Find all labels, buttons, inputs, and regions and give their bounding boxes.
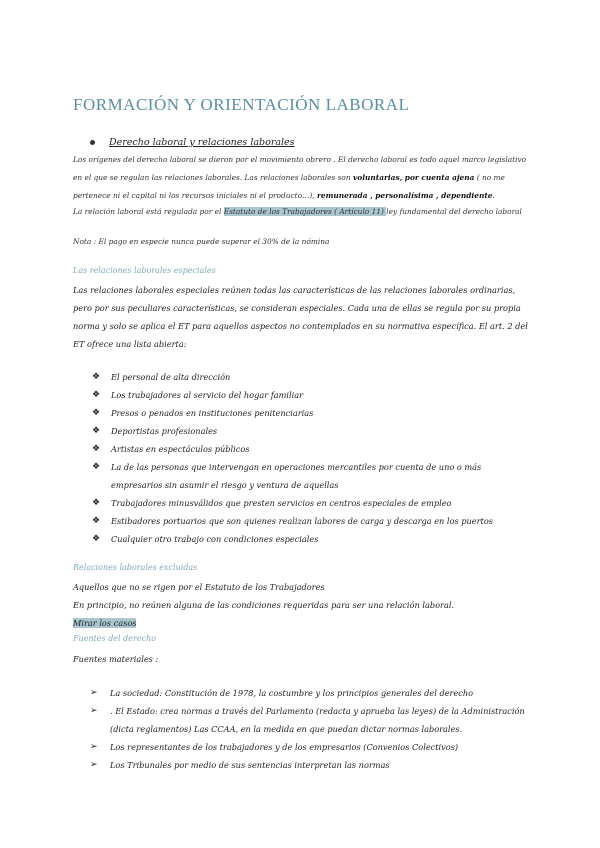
diamond-bullet-icon: ❖ [92, 462, 101, 472]
list-item: ❖ Presos o penados en instituciones penitenciarias [92, 404, 532, 422]
section-heading-text: Derecho laboral y relaciones laborales [109, 137, 295, 148]
special-relations-paragraph: Las relaciones laborales especiales reúnen todas las características de las relaciones laborales ordinarias, pero por sus peculiares características, se consideran especiales. Cada una de ellas se regula por su propia norma y solo se aplica el ET para aquellos aspectos no contemplados en su normativa específica. El art. 2 del ET ofrece una lista abierta: [73, 285, 528, 349]
intro-bold-1: voluntarias, por cuenta ajena [353, 173, 475, 182]
material-sources-list [90, 684, 530, 774]
list-item: ❖ Estibadores portuarios que son quienes realizan labores de carga y descarga en los puertos [92, 512, 532, 530]
special-relations-label: Las relaciones laborales especiales [73, 266, 216, 275]
excluded-relations-label: Relaciones laborales excluidas [73, 563, 198, 572]
arrow-bullet-icon: ➢ [90, 742, 98, 752]
diamond-bullet-icon: ❖ [92, 426, 101, 436]
intro-bold-2: remunerada , personalísima , dependiente [317, 191, 493, 200]
list-item: ❖ Cualquier otro trabajo con condiciones especiales [92, 530, 532, 548]
page-title: FORMACIÓN Y ORIENTACIÓN LABORAL [73, 95, 410, 114]
special-relations-list [92, 368, 532, 548]
diamond-bullet-icon: ❖ [92, 408, 101, 418]
list-item: ➢ . El Estado: crea normas a través del Parlamento (redacta y aprueba las leyes) de la Administración (dicta reglamentos) Las CCAA, en la medida en que puedan dictar normas laborales. [90, 702, 530, 738]
arrow-bullet-icon: ➢ [90, 688, 98, 698]
regulation-text-b: ley fundamental del derecho laboral [386, 207, 522, 216]
regulation-highlight: Estatuto de los Trabajadores ( Artículo 11) [223, 207, 387, 216]
diamond-bullet-icon: ❖ [92, 372, 101, 382]
regulation-paragraph [73, 203, 533, 221]
diamond-bullet-icon: ❖ [92, 534, 101, 544]
list-item: ❖ Los trabajadores al servicio del hogar familiar [92, 386, 532, 404]
material-sources-subheading: Fuentes materiales : [73, 654, 159, 664]
sources-label: Fuentes del derecho [73, 634, 157, 643]
intro-text-c: ( no me pertenece ni el capital ni los recursos iniciales ni el producto…), [73, 173, 505, 200]
note-paragraph: Nota : El pago en especie nunca puede superar el 30% de la nómina [73, 237, 330, 246]
list-item: ➢ La sociedad: Constitución de 1978, la costumbre y los principios generales del derecho [90, 684, 530, 702]
diamond-bullet-icon: ❖ [92, 390, 101, 400]
list-item: ❖ El personal de alta dirección [92, 368, 532, 386]
bullet-dot-icon [90, 140, 95, 145]
mirar-casos-highlight: Mirar los casos [73, 618, 137, 628]
arrow-bullet-icon: ➢ [90, 706, 98, 716]
list-item: ❖ Artistas en espectáculos públicos [92, 440, 532, 458]
diamond-bullet-icon: ❖ [92, 516, 101, 526]
excluded-line-2: En principio, no reúnen alguna de las condiciones requeridas para ser una relación laboral. [73, 600, 455, 610]
regulation-text-a: La relación laboral está regulada por el [73, 207, 224, 216]
list-item: ➢ Los representantes de los trabajadores y de los empresarios (Convenios Colectivos) [90, 738, 530, 756]
arrow-bullet-icon: ➢ [90, 760, 98, 770]
list-item: ❖ Trabajadores minusválidos que presten servicios en centros especiales de empleo [92, 494, 532, 512]
list-item: ➢ Los Tribunales por medio de sus sentencias interpretan las normas [90, 756, 530, 774]
diamond-bullet-icon: ❖ [92, 498, 101, 508]
list-item: ❖ Deportistas profesionales [92, 422, 532, 440]
section-heading-derecho-laboral [90, 137, 295, 148]
excluded-line-1: Aquellos que no se rigen por el Estatuto de los Trabajadores [73, 582, 325, 592]
intro-end: . [492, 191, 495, 200]
intro-paragraph [73, 151, 533, 205]
excluded-highlight-line [73, 614, 533, 632]
list-item: ❖ La de las personas que intervengan en operaciones mercantiles por cuenta de uno o más empresarios sin asumir el riesgo y ventura de aquellas [92, 458, 532, 494]
diamond-bullet-icon: ❖ [92, 444, 101, 454]
intro-text-a: Los orígenes del derecho laboral se dieron por el movimiento obrero . El derecho laboral es todo aquel marco legislativo en el que se regulan las relaciones laborales. Las relaciones laborales son [73, 155, 527, 182]
